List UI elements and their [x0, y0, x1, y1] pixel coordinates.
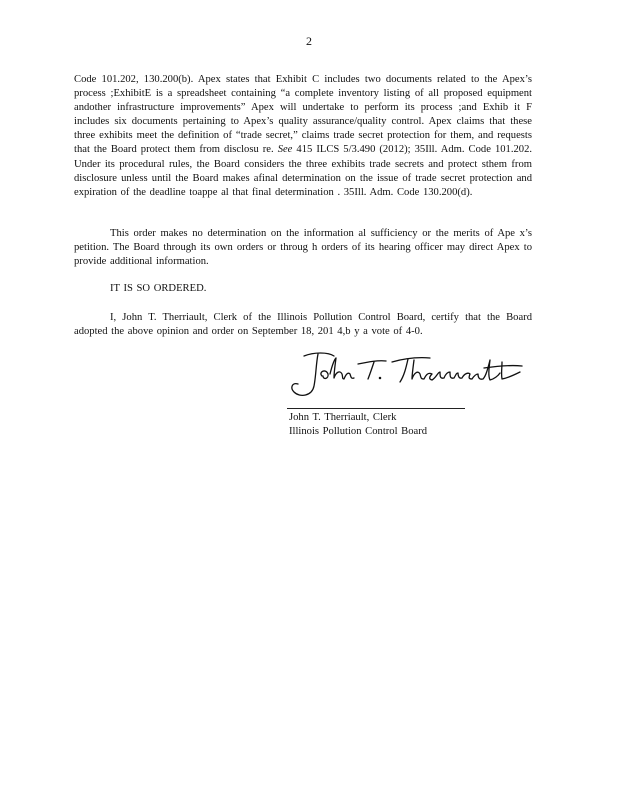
exhibits-text-b: 415 ILCS 5/3.490 (2012); 35Ill. Adm. Code 101.202. Under its procedural rules, the Board considers the three exhibits trade secrets and protect sthem from disclosure unless until the Board makes afinal determination on the issue of trade secret protection and expiration of the deadline toappe al that final determination . 35Ill. Adm. Code 130.200(d).: [74, 144, 533, 198]
signature-block: [289, 411, 427, 439]
exhibits-paragraph: [74, 73, 532, 200]
clerk-certification-paragraph: I, John T. Therriault, Clerk of the Illinois Pollution Control Board, certify that the Board adopted the above opinion and order on September 18, 201 4,b y a vote of 4-0.: [74, 312, 532, 338]
page-number: 2: [306, 34, 312, 48]
see-citation-signal: See: [277, 144, 293, 156]
signature-line: [287, 408, 465, 409]
clerk-name-line: John T. Therriault, Clerk: [289, 412, 397, 423]
handwritten-signature: [288, 348, 528, 402]
it-is-so-ordered: IT IS SO ORDERED.: [110, 283, 207, 294]
board-name-line: Illinois Pollution Control Board: [289, 426, 428, 438]
determination-paragraph: This order makes no determination on the information al sufficiency or the merits of Ape x’s petition. The Board through its own orders or throug h orders of its hearing officer may direct Apex to provide additional information.: [74, 228, 532, 268]
exhibits-text-a: Code 101.202, 130.200(b). Apex states that Exhibit C includes two documents related to the Apex’s process ;ExhibitE is a spreadsheet containing “a complete inventory listing of all proposed equipment andother infrastructure improvements” Apex will undertake to perform its process ;and Exhib it F includes six documents pertaining to Apex’s quality assurance/quality control. Apex claims that these three exhibits meet the definition of “trade secret,” claims trade secret protection for them, and requests that the Board protect them from disclosu re.: [74, 74, 532, 156]
